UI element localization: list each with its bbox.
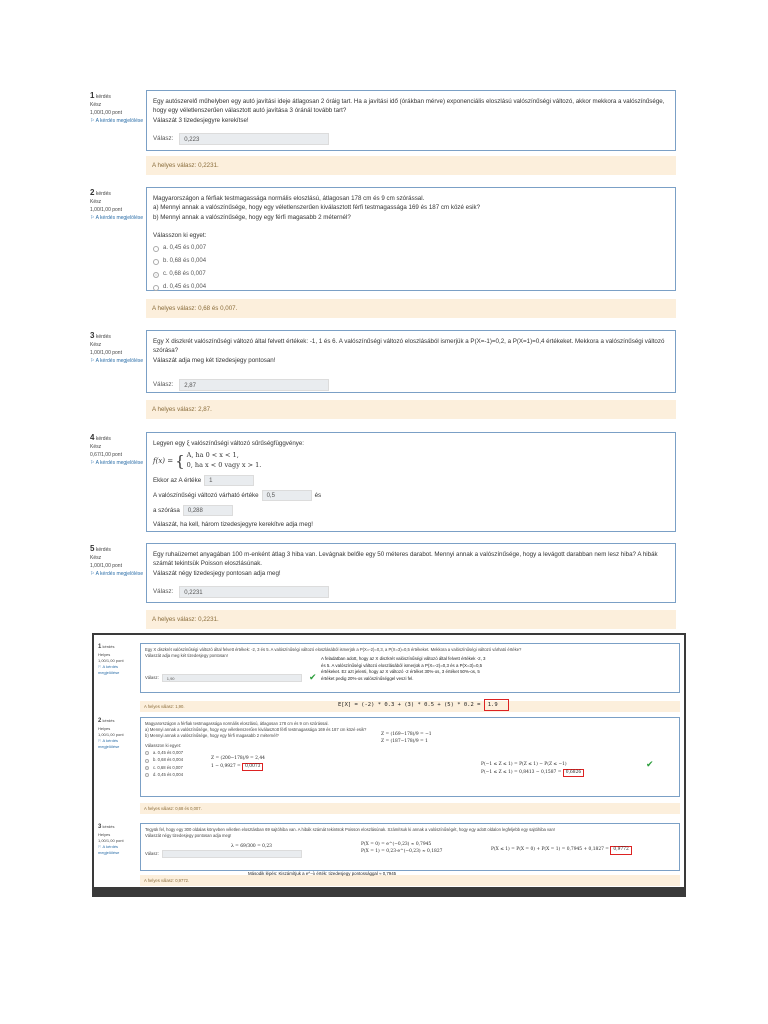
flag-label: A kérdés megjelölése	[98, 844, 120, 855]
flag-question-link[interactable]	[90, 571, 146, 579]
note-line: és 5. A valószínűségi változó eloszlásából ismerjük a P(X=-2)=0,3 és a P(X=3)=0,5	[321, 662, 483, 668]
check-icon: ✔	[309, 672, 317, 682]
option-label: d. 0,45 és 0,004	[163, 284, 207, 291]
answer-label: Válasz:	[145, 850, 159, 856]
question-number: 3	[90, 331, 95, 340]
question-label: kérdés	[95, 191, 111, 197]
question-text: a) Mennyi annak a valószínűsége, hogy egy véletlenszerűen kiválasztott férfi testmagassága 169 és 187 cm közé esik?	[145, 727, 367, 733]
shot-question-info	[98, 717, 138, 750]
question-instruction: Válaszát 3 tizedesjegyre kerekítse!	[153, 116, 249, 124]
note-line: értékeket. Ez azt jelenti, hogy az X változó -2 értéket 30%-os, 3 értéket 50%-os, 5	[321, 669, 480, 675]
flag-label: A kérdés megjelölése	[98, 664, 120, 675]
a-label: Ekkor az A értéke	[153, 476, 202, 484]
question-label: kérdés	[102, 718, 115, 723]
calc-result: 1.9	[484, 699, 509, 711]
question-5-info	[90, 543, 146, 579]
calc-line: Z = (187−178)/9 = 1	[381, 738, 428, 744]
sd-label: a szórása	[153, 506, 180, 514]
formula-case-1: A, ha 0 < x < 1,	[186, 451, 239, 460]
question-score: 1,00/1,00 pont	[98, 838, 124, 843]
question-label: kérdés	[95, 94, 111, 100]
formula-lhs: f(x) =	[153, 456, 174, 465]
question-number: 2	[90, 188, 95, 197]
calc-line: P(−1 ≤ Z ≤ 1) = 0,8413 − 0,1587 =	[481, 769, 562, 775]
option-a[interactable]	[153, 244, 669, 253]
note-line: A feladatban adott, hogy az X diszkrét valószínűségi változó által felvett értékek -2, 3	[321, 656, 486, 661]
expected-input[interactable]: 0,5	[262, 490, 312, 501]
option-label: c. 0,68 és 0,007	[153, 764, 183, 770]
shot-question-feedback: A helyes válasz: 0,9772.	[140, 875, 680, 886]
option-label: b. 0,68 és 0,004	[153, 757, 184, 763]
radio-icon[interactable]	[153, 246, 159, 252]
option-label: c. 0,68 és 0,007	[163, 271, 206, 278]
question-1	[90, 90, 676, 178]
question-instruction: Válaszát négy tizedesjegy pontosan adja meg!	[153, 569, 281, 577]
shot-question-1	[98, 643, 680, 713]
shot-question-content	[140, 717, 680, 797]
shot-question-content	[140, 823, 680, 871]
shot-question-info	[98, 643, 138, 676]
flag-icon: ⚐	[98, 664, 102, 669]
question-3-feedback: A helyes válasz: 2,87.	[146, 400, 676, 419]
question-score: 1,00/1,00 pont	[90, 110, 122, 117]
question-text: Magyarországon a férfiak testmagassága normális eloszlású, átlagosan 178 cm és 9 cm szórással.	[153, 195, 425, 202]
flag-icon: ⚐	[90, 459, 95, 466]
question-text: b) Mennyi annak a valószínűsége, hogy egy férfi magasabb 2 méternél?	[153, 213, 351, 221]
question-instruction: Válaszát adja meg két tizedesjegy pontosan!	[153, 356, 276, 364]
flag-question-link[interactable]	[90, 215, 146, 223]
question-number: 2	[98, 718, 102, 724]
option-d[interactable]	[153, 283, 669, 292]
question-number: 1	[98, 644, 102, 650]
handwritten-calc-steps	[481, 762, 584, 777]
note-line: értéket pedig 20%-os valószínűséggel veszi fel.	[321, 675, 414, 681]
question-score: 1,00/1,00 pont	[90, 563, 122, 570]
note-value: ≈ 0,7945	[379, 871, 397, 876]
option-c[interactable]	[153, 270, 669, 279]
question-2-info	[90, 187, 146, 223]
question-score: 1,00/1,00 pont	[90, 350, 122, 357]
shot-question-3	[98, 823, 680, 887]
handwritten-calc	[361, 842, 442, 855]
calc-line	[338, 699, 509, 711]
question-number: 4	[90, 433, 95, 442]
flag-question-link[interactable]	[90, 460, 146, 468]
flag-question-link[interactable]	[90, 118, 146, 126]
question-text: Tegyük fel, hogy egy 300 oldalas könyvben véletlen elosztásban 69 sajtóhiba van. A hibák számát tekintsük Poisson eloszlásúnak. Számítsuk ki annak a valószínűségét, hogy egy adott oldalon legfeljebb egy sajtóhiba van!	[145, 827, 555, 832]
answer-input[interactable]: 0,223	[179, 133, 329, 145]
calc-line: 1 − 0,9927 =	[211, 763, 241, 769]
option-label: a. 0,45 és 0,007	[163, 245, 207, 252]
question-text: Egy ruhaüzemet anyagában 100 m-enként átlag 3 hiba van. Levágnak belőle egy 50 méteres darabot. Mennyi annak a valószínűsége, hogy a levágott darabban nem lesz hiba? A hibák számát tekintsük Poisson eloszlásúnak.	[153, 551, 658, 568]
note-text: Második lépés: Kiszámítjuk a e^−λ érték: tizedesjegy pontossággal	[248, 871, 378, 876]
option-b[interactable]	[153, 257, 669, 266]
calc-line: Z = (200−178)/9 = 2,44	[211, 756, 265, 761]
question-status: Kész	[90, 102, 102, 109]
choose-label: Válasszon ki egyet:	[153, 231, 207, 239]
question-text: Egy X diszkrét valószínűségi változó által felvett értékek: -1, 1 és 6. A valószínűségi változó eloszlásából ismerjük a P(X=-1)=0,2, a P(X=1)=0,4 értékeket. Mekkora a valószínűségi változó szórása?	[153, 338, 665, 355]
annotated-screenshot	[92, 633, 686, 897]
option-label: d. 0,45 és 0,004	[153, 771, 184, 777]
question-instruction: Válaszát, ha kell, három tizedesjegyre kerekítve adja meg!	[153, 520, 313, 528]
answer-input[interactable]	[162, 850, 302, 858]
question-label: kérdés	[95, 436, 111, 442]
question-text: Legyen egy ξ valószínűségi változó sűrűségfüggvénye:	[153, 440, 305, 447]
calc-lambda: λ = 69/300 = 0,23	[231, 844, 272, 849]
question-2-feedback: A helyes válasz: 0,68 és 0,007.	[146, 299, 676, 318]
question-status: Kész	[90, 199, 102, 206]
question-text: Egy autószerelő műhelyben egy autó javítási ideje átlagosan 2 óráig tart. Ha a javítási idő (órákban mérve) exponenciális eloszlású valószínűségi változó, akkor mekkora a valószínűsége, hogy egy véletlenszerűen választott autó javítása 3 óránál tovább tart?	[153, 98, 665, 115]
density-formula	[153, 451, 669, 471]
question-4	[90, 432, 676, 532]
flag-icon: ⚐	[90, 570, 95, 577]
flag-label: A kérdés megjelölése	[95, 357, 144, 364]
radio-icon[interactable]	[153, 285, 159, 291]
question-number: 5	[90, 544, 95, 553]
question-5-content	[146, 543, 676, 603]
answer-label: Válasz:	[153, 588, 174, 596]
question-status: Kész	[90, 444, 102, 451]
flag-label: A kérdés megjelölése	[95, 570, 144, 577]
flag-question-link[interactable]	[90, 358, 146, 366]
handwritten-sum	[491, 846, 632, 855]
radio-icon[interactable]	[145, 751, 149, 755]
question-status: Helyes	[98, 726, 111, 731]
calc-line: P(X = 1) = 0,23·e^(−0,23) ≈ 0,1827	[361, 848, 443, 854]
calc-line: P(−1 ≤ Z ≤ 1) = P(Z ≤ 1) − P(Z ≤ −1)	[481, 762, 567, 767]
flag-label: A kérdés megjelölése	[95, 117, 144, 124]
screenshot-bottom-bar	[94, 887, 684, 895]
flag-label: A kérdés megjelölése	[95, 459, 144, 466]
question-status: Helyes	[98, 832, 111, 837]
answer-label: Válasz:	[145, 674, 159, 680]
question-status: Kész	[90, 555, 102, 562]
calc-text: E[X] = (-2) * 0.3 + (3) * 0.5 + (5) * 0.2 =	[338, 702, 481, 708]
question-score: 0,67/1,00 pont	[90, 452, 122, 459]
shot-question-feedback: A helyes válasz: 1,90.	[140, 701, 680, 712]
question-number: 3	[98, 824, 102, 830]
result-box: 0,6826	[563, 769, 584, 778]
question-score: 1,00/1,00 pont	[98, 732, 124, 737]
question-score: 1,00/1,00 pont	[98, 658, 124, 663]
question-text: Magyarországon a férfiak testmagassága normális eloszlású, átlagosan 178 cm és 9 cm szórással.	[145, 721, 329, 726]
question-score: 1,00/1,00 pont	[90, 207, 122, 214]
question-label: kérdés	[95, 547, 111, 553]
radio-icon[interactable]	[145, 773, 149, 777]
question-4-info	[90, 432, 146, 468]
question-text: Egy X diszkrét valószínűségi változó által felvett értékek: -2, 3 és 5. A valószínűségi változó eloszlásából ismerjük a P(X=-2)=0,3, a P(X=3)=0,5 értékeket. Mekkora a valószínűségi változó várható értéke?	[145, 647, 522, 652]
flag-icon: ⚐	[90, 214, 95, 221]
calc-line: Z = (169−178)/9 = −1	[381, 732, 432, 737]
answer-input[interactable]: 1,90	[162, 674, 302, 682]
option-label: a. 0,45 és 0,007	[153, 750, 184, 756]
question-3-content	[146, 330, 676, 393]
question-text: b) Mennyi annak a valószínűsége, hogy egy férfi magasabb 2 méternél?	[145, 733, 279, 739]
handwritten-calc-a	[381, 732, 432, 745]
calc-line: P(X ≤ 1) = P(X = 0) + P(X = 1) = 0,7945 + 0,1827 =	[491, 847, 609, 852]
shot-question-info	[98, 823, 138, 856]
radio-selected-icon[interactable]	[153, 272, 159, 278]
expected-label: A valószínűségi változó várható értéke	[153, 491, 259, 499]
radio-selected-icon[interactable]	[145, 766, 149, 770]
flag-question-link[interactable]	[98, 664, 138, 676]
shot-question-2	[98, 717, 680, 815]
answer-label: Válasz:	[153, 135, 174, 143]
flag-icon: ⚐	[98, 844, 102, 849]
answer-input[interactable]: 0,2231	[179, 586, 329, 598]
question-instruction: Válaszát adja meg két tizedesjegy pontosan!	[145, 653, 228, 659]
question-status: Helyes	[98, 652, 111, 657]
formula-case-2: 0, ha x < 0 vagy x > 1.	[186, 461, 262, 470]
radio-icon[interactable]	[145, 759, 149, 763]
question-2-content	[146, 187, 676, 291]
expected-suffix: és	[314, 491, 322, 499]
flag-icon: ⚐	[90, 357, 95, 364]
answer-input[interactable]: 2,87	[179, 379, 329, 391]
handwritten-note	[321, 656, 641, 682]
question-2	[90, 187, 676, 322]
question-3-info	[90, 330, 146, 366]
result-box: 0,9772	[610, 846, 631, 855]
question-3	[90, 330, 676, 422]
question-number: 1	[90, 91, 95, 100]
question-1-feedback: A helyes válasz: 0,2231.	[146, 156, 676, 175]
option-d[interactable]	[145, 769, 675, 778]
question-label: kérdés	[102, 644, 115, 649]
question-text: a) Mennyi annak a valószínűsége, hogy egy véletlenszerűen kiválasztott férfi testmagassága 169 és 187 cm közé esik?	[153, 204, 481, 212]
shot-question-content	[140, 643, 680, 693]
choose-label: Válasszon ki egyet:	[145, 743, 182, 749]
question-instruction: Válaszát négy tizedesjegy pontosan adja meg!	[145, 833, 232, 839]
shot-question-feedback: A helyes válasz: 0,68 és 0,007.	[140, 803, 680, 814]
question-label: kérdés	[102, 824, 115, 829]
bottom-note	[248, 871, 396, 878]
question-label: kérdés	[95, 334, 111, 340]
flag-icon: ⚐	[90, 117, 95, 124]
result-box: 0,0073	[242, 763, 263, 772]
check-icon: ✔	[646, 759, 654, 769]
handwritten-calc-b	[211, 756, 265, 771]
flag-question-link[interactable]	[98, 738, 138, 750]
flag-label: A kérdés megjelölése	[98, 738, 120, 749]
flag-icon: ⚐	[98, 738, 102, 743]
question-5-feedback: A helyes válasz: 0,2231.	[146, 610, 676, 629]
radio-icon[interactable]	[153, 259, 159, 265]
question-1-content	[146, 90, 676, 151]
question-4-content	[146, 432, 676, 532]
question-status: Kész	[90, 342, 102, 349]
question-1-info	[90, 90, 146, 126]
brace-icon: {	[175, 451, 185, 470]
flag-question-link[interactable]	[98, 844, 138, 856]
sd-input[interactable]: 0,288	[183, 505, 233, 516]
a-input[interactable]: 1	[204, 475, 254, 486]
flag-label: A kérdés megjelölése	[95, 214, 144, 221]
option-label: b. 0,68 és 0,004	[163, 258, 207, 265]
question-5	[90, 543, 676, 633]
calc-line: P(X = 0) = e^(−0,23) ≈ 0,7945	[361, 842, 432, 847]
answer-label: Válasz:	[153, 381, 174, 389]
